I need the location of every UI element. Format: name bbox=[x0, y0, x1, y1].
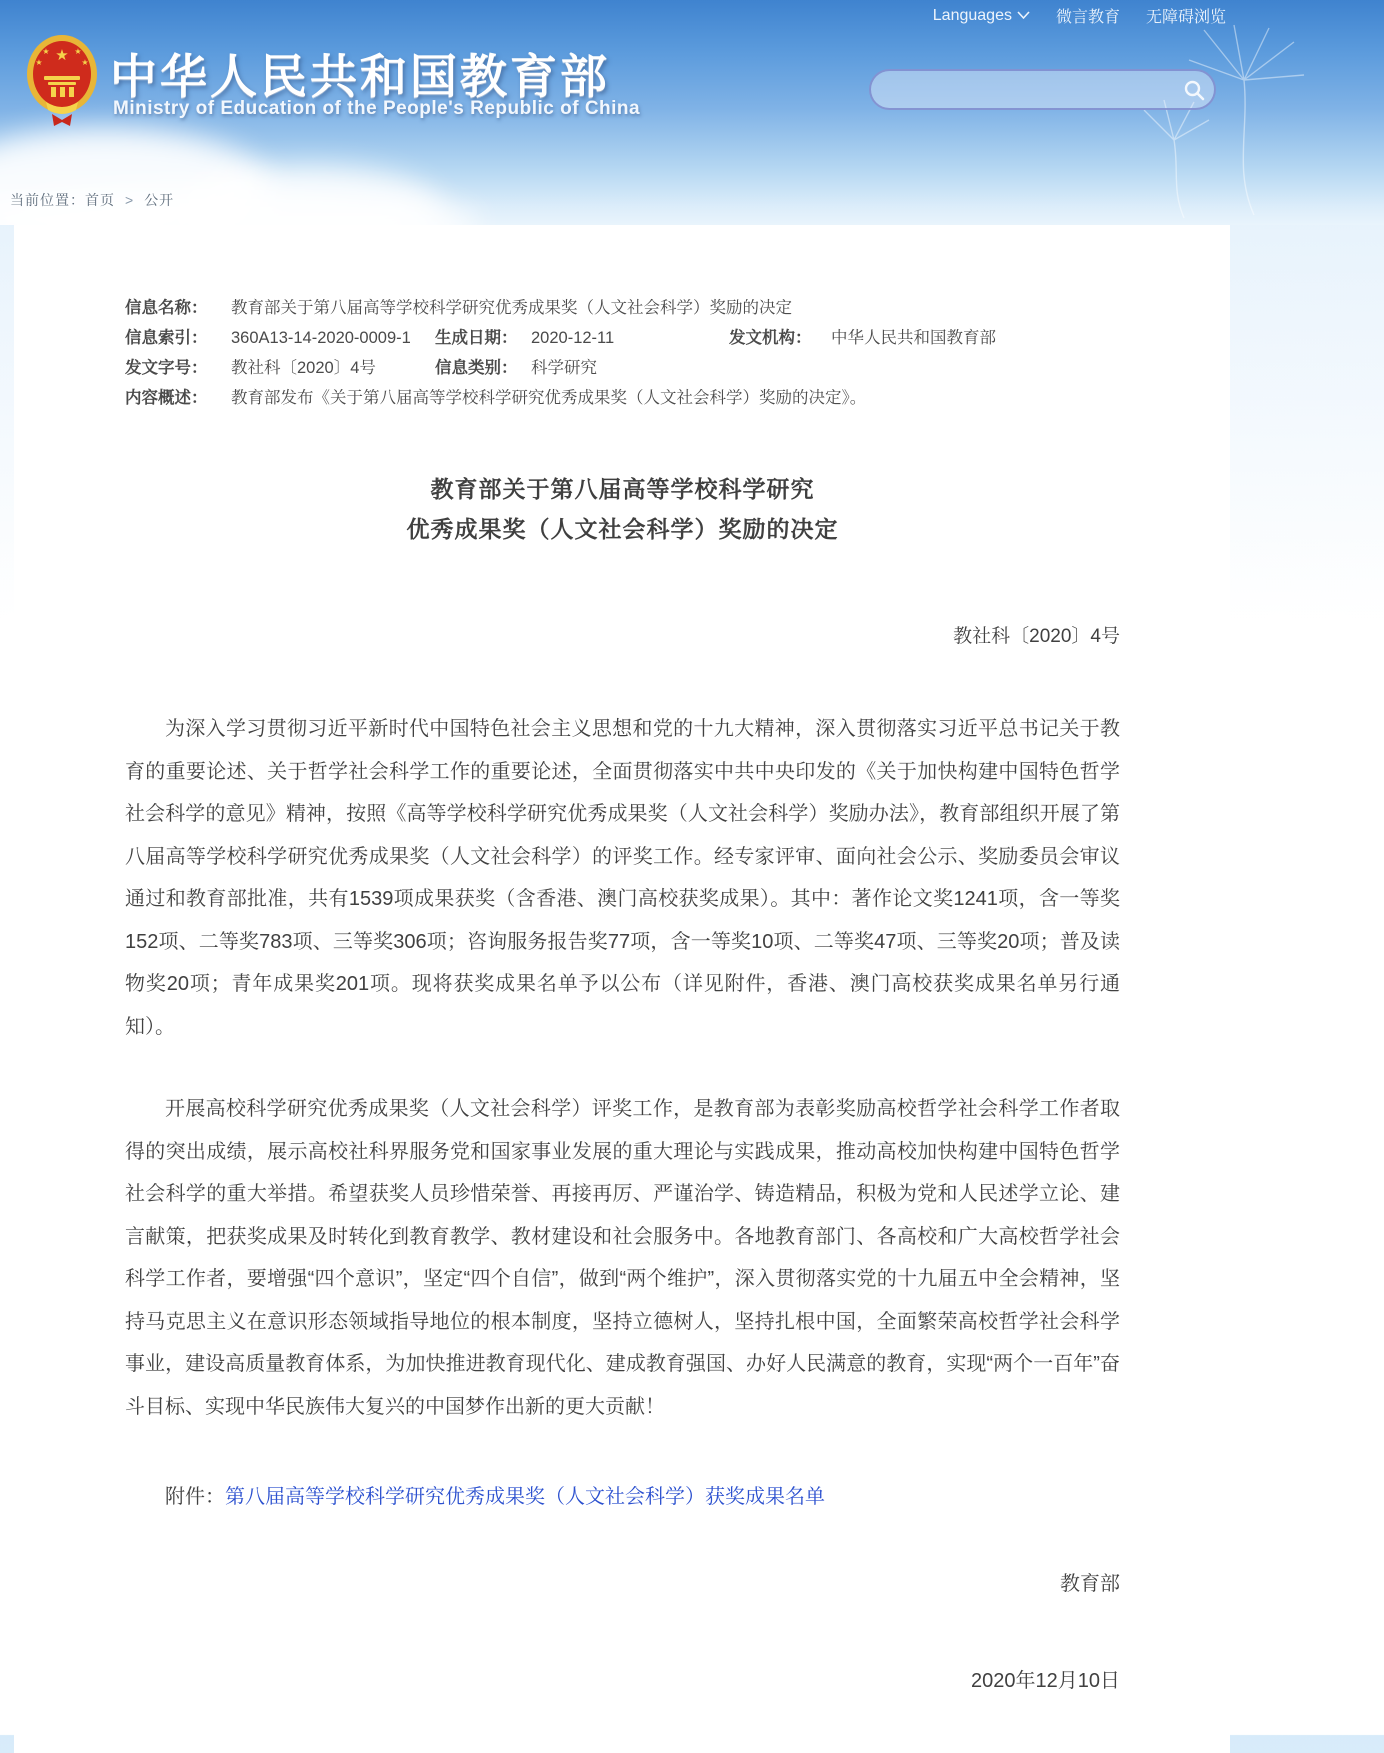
languages-menu[interactable] bbox=[933, 7, 1030, 25]
chevron-down-icon bbox=[1017, 11, 1030, 20]
meta-row-docno bbox=[125, 353, 1120, 383]
attachment-link[interactable]: 第八届高等学校科学研究优秀成果奖（人文社会科学）获奖成果名单 bbox=[225, 1486, 825, 1508]
svg-text:★: ★ bbox=[81, 58, 89, 67]
search-icon bbox=[1183, 79, 1205, 101]
document-title bbox=[125, 469, 1120, 549]
attachment-line bbox=[125, 1480, 1120, 1509]
signature-date: 2020年12月10日 bbox=[971, 1670, 1120, 1692]
breadcrumb-label: 当前位置： bbox=[10, 192, 85, 208]
national-emblem-logo bbox=[24, 32, 100, 128]
dandelion-decoration bbox=[1134, 20, 1354, 220]
document-number: 教社科〔2020〕4号 bbox=[953, 626, 1120, 647]
weiyan-link[interactable] bbox=[1056, 4, 1120, 27]
document-title-line1: 教育部关于第八届高等学校科学研究 bbox=[430, 476, 815, 502]
meta-docno-label: 发文字号： bbox=[125, 359, 208, 377]
site-logo bbox=[24, 32, 100, 128]
meta-agency-value: 中华人民共和国教育部 bbox=[831, 329, 996, 347]
meta-name-value: 教育部关于第八届高等学校科学研究优秀成果奖（人文社会科学）奖励的决定 bbox=[231, 299, 792, 317]
site-header bbox=[0, 0, 1384, 225]
breadcrumb-item-home[interactable]: 首页 bbox=[85, 192, 115, 208]
meta-category-label: 信息类别： bbox=[435, 359, 518, 377]
meta-name-label: 信息名称： bbox=[125, 299, 208, 317]
meta-date-value: 2020-12-11 bbox=[531, 329, 615, 347]
meta-row-index bbox=[125, 323, 1120, 353]
signature-organization: 教育部 bbox=[1060, 1573, 1120, 1595]
meta-summary-label: 内容概述： bbox=[125, 389, 208, 407]
body-paragraph-2: 开展高校科学研究优秀成果奖（人文社会科学）评奖工作，是教育部为表彰奖励高校哲学社会科学工作者取得的突出成绩，展示高校社科界服务党和国家事业发展的重大理论与实践成果，推动高校加快构建中国特色哲学社会科学的重大举措。希望获奖人员珍惜荣誉、再接再厉、严谨治学、铸造精品，积极为党和人民述学立论、建言献策，把获奖成果及时转化到教育教学、教材建设和社会服务中。各地教育部门、各高校和广大高校哲学社会科学工作者，要增强“四个意识”，坚定“四个自信”，做到“两个维护”，深入贯彻落实党的十九届五中全会精神，坚持马克思主义在意识形态领域指导地位的根本制度，坚持立德树人，坚持扎根中国，全面繁荣高校哲学社会科学事业，建设高质量教育体系，为加快推进教育现代化、建成教育强国、办好人民满意的教育，实现“两个一百年”奋斗目标、实现中华民族伟大复兴的中国梦作出新的更大贡献！ bbox=[125, 1098, 1120, 1418]
meta-index-label: 信息索引： bbox=[125, 329, 208, 347]
meta-category-value: 科学研究 bbox=[531, 359, 597, 377]
site-title: 中华人民共和国教育部 bbox=[110, 50, 610, 103]
meta-date-label: 生成日期： bbox=[435, 329, 518, 347]
utility-nav bbox=[933, 4, 1226, 27]
meta-row-summary bbox=[125, 383, 1120, 413]
svg-text:★: ★ bbox=[74, 47, 82, 56]
meta-summary-value: 教育部发布《关于第八届高等学校科学研究优秀成果奖（人文社会科学）奖励的决定》。 bbox=[231, 389, 867, 407]
svg-text:★: ★ bbox=[42, 47, 50, 56]
search-box bbox=[869, 69, 1216, 110]
accessibility-link[interactable] bbox=[1146, 4, 1226, 27]
accessibility-label: 无障碍浏览 bbox=[1145, 9, 1226, 26]
meta-docno-value: 教社科〔2020〕4号 bbox=[231, 359, 376, 377]
languages-label: Languages bbox=[932, 6, 1012, 24]
document-title-line2: 优秀成果奖（人文社会科学）奖励的决定 bbox=[406, 516, 839, 542]
meta-index-value: 360A13-14-2020-0009-1 bbox=[231, 329, 411, 347]
svg-text:★: ★ bbox=[55, 47, 69, 64]
breadcrumb bbox=[10, 190, 174, 210]
site-subtitle: Ministry of Education of the People's Republic of China bbox=[113, 98, 641, 119]
document-panel bbox=[14, 225, 1230, 1753]
meta-agency-label: 发文机构： bbox=[729, 329, 812, 347]
document-meta-table bbox=[125, 293, 1120, 413]
meta-row-name bbox=[125, 293, 1120, 323]
breadcrumb-separator: > bbox=[125, 192, 135, 208]
attachment-label: 附件： bbox=[165, 1486, 225, 1508]
breadcrumb-item-gongkai[interactable]: 公开 bbox=[144, 192, 175, 208]
search-input[interactable] bbox=[871, 71, 1174, 108]
svg-text:★: ★ bbox=[35, 58, 43, 67]
weiyan-label: 微言教育 bbox=[1055, 9, 1120, 26]
body-paragraph-1: 为深入学习贯彻习近平新时代中国特色社会主义思想和党的十九大精神，深入贯彻落实习近平总书记关于教育的重要论述、关于哲学社会科学工作的重要论述，全面贯彻落实中共中央印发的《关于加快构建中国特色哲学社会科学的意见》精神，按照《高等学校科学研究优秀成果奖（人文社会科学）奖励办法》，教育部组织开展了第八届高等学校科学研究优秀成果奖（人文社会科学）的评奖工作。经专家评审、面向社会公示、奖励委员会审议通过和教育部批准，共有1539项成果获奖（含香港、澳门高校获奖成果）。其中：著作论文奖1241项，含一等奖152项、二等奖783项、三等奖306项；咨询服务报告奖77项，含一等奖10项、二等奖47项、三等奖20项；普及读物奖20项；青年成果奖201项。现将获奖成果名单予以公布（详见附件，香港、澳门高校获奖成果名单另行通知）。 bbox=[125, 718, 1120, 1038]
search-button[interactable] bbox=[1174, 71, 1214, 108]
